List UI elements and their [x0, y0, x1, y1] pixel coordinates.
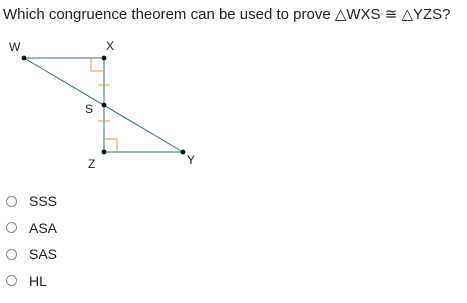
question-text: Which congruence theorem can be used to prove △WXS ≅ △YZS?	[3, 6, 451, 23]
point-y	[181, 150, 186, 155]
right-angle-mark-x	[91, 58, 104, 71]
point-w	[22, 56, 27, 61]
radio-button-icon[interactable]	[6, 196, 17, 207]
answer-options	[6, 188, 57, 294]
radio-button-icon[interactable]	[6, 222, 17, 233]
option-sas[interactable]	[6, 241, 57, 268]
point-z	[102, 150, 107, 155]
right-angle-mark-z	[104, 139, 117, 152]
radio-button-icon[interactable]	[6, 249, 17, 260]
label-y: Y	[187, 153, 196, 167]
point-s	[102, 103, 107, 108]
label-s: S	[85, 102, 94, 116]
option-sss[interactable]	[6, 188, 57, 215]
label-x: X	[106, 39, 115, 53]
label-z: Z	[88, 157, 96, 171]
option-label: HL	[29, 272, 47, 289]
option-label: SAS	[29, 246, 58, 263]
point-x	[102, 56, 107, 61]
option-asa[interactable]	[6, 215, 57, 242]
option-hl[interactable]	[6, 268, 57, 295]
option-label: SSS	[29, 193, 58, 210]
option-label: ASA	[29, 219, 58, 236]
radio-button-icon[interactable]	[6, 275, 17, 286]
label-w: W	[9, 40, 21, 54]
